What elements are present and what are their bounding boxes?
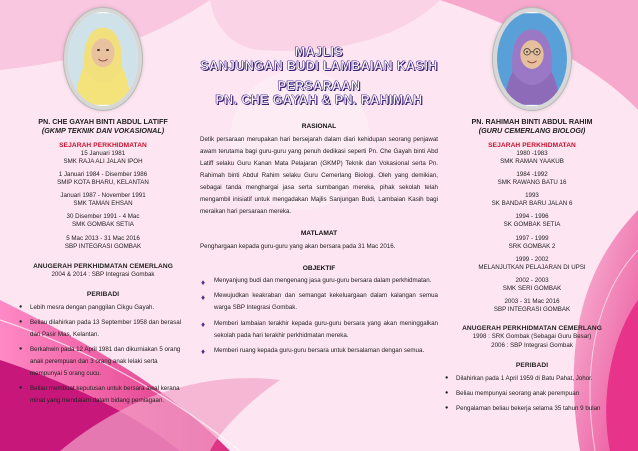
event-title-line2: SANJUNGAN BUDI LAMBAIAN KASIH: [200, 59, 438, 74]
service-entry: [444, 192, 620, 208]
right-service-list: [444, 150, 620, 314]
service-entry: [444, 171, 620, 187]
list-item: ● Dilahirkan pada 1 April 1959 di Batu Pahat, Johor.: [444, 373, 620, 385]
service-school: SK BANDAR BARU JALAN 6: [491, 200, 573, 208]
service-entry: [444, 298, 620, 314]
right-profile-panel: [444, 8, 620, 418]
service-period: 5 Mac 2013 - 31 Mac 2016: [66, 234, 140, 242]
middle-info-panel: [200, 45, 438, 360]
matlamat-paragraph: Penghargaan kepada guru-guru yang akan bersara pada 31 Mac 2016.: [200, 243, 396, 251]
objektif-list: [200, 275, 438, 357]
service-period: 1994 - 1996: [515, 213, 549, 221]
left-teacher-position: (GKMP TEKNIK DAN VOKASIONAL): [41, 126, 165, 135]
list-item: ● Beliau dilahirkan pada 13 September 1958 dan berasal dari Pasir Mas, Kelantan.: [18, 317, 188, 341]
left-profile-panel: [18, 8, 188, 410]
service-school: SMK RAWANG BATU 16: [497, 179, 567, 187]
service-entry: [444, 235, 620, 251]
service-school: MELANJUTKAN PELAJARAN DI UPSI: [478, 263, 586, 271]
service-period: 15 Januari 1981: [80, 150, 126, 157]
service-entry: [18, 213, 188, 229]
service-school: SK GOMBAK SETIA: [503, 221, 561, 229]
list-item: ♦ Memberi ruang kepada guru-guru bersara untuk bersalaman dengan semua.: [200, 345, 438, 357]
service-period: 2003 - 31 Mac 2016: [504, 297, 560, 305]
service-entry: [444, 213, 620, 229]
left-personal-heading: PERIBADI: [86, 290, 120, 298]
left-award-heading: ANUGERAH PERKHIDMATAN CEMERLANG: [33, 262, 173, 270]
service-school: SMK TAMAN EHSAN: [73, 200, 133, 208]
service-period: 30 Disember 1991 - 4 Mac: [66, 213, 140, 221]
service-school: SBP INTEGRASI GOMBAK: [64, 242, 142, 250]
person-glasses-hijab-icon: [497, 12, 567, 106]
service-period: 1993: [525, 192, 539, 200]
left-personal-list: [18, 302, 188, 408]
service-entry: [18, 192, 188, 208]
service-period: 1980 -1983: [516, 150, 548, 157]
right-service-heading: SEJARAH PERKHIDMATAN: [488, 142, 576, 149]
service-school: SMIP KOTA BHARU, KELANTAN: [57, 179, 149, 187]
service-entry: [18, 150, 188, 166]
service-school: SBP INTEGRASI GOMBAK: [493, 305, 571, 313]
person-hijab-icon: [68, 12, 138, 106]
list-item: ● Pengalaman beliau bekerja selama 35 tahun 9 bulan: [444, 403, 620, 415]
right-award-item: 2006 : SBP Integrasi Gombak: [491, 342, 573, 350]
service-entry: [444, 277, 620, 293]
right-portrait-photo: [493, 8, 571, 110]
list-item: ● Berkahwin pada 12 April 1981 dan dikurniakan 5 orang anak perempuan dan 3 orang anak lelaki serta mempunyai 5 orang cucu.: [18, 344, 188, 380]
service-entry: [444, 150, 620, 166]
left-service-list: [18, 150, 188, 251]
right-teacher-position: (GURU CEMERLANG BIOLOGI): [478, 126, 586, 135]
service-period: 1984 -1992: [516, 171, 548, 179]
left-service-heading: SEJARAH PERKHIDMATAN: [59, 142, 147, 149]
list-item: ● Beliau mempunyai seorang anak perempuan: [444, 388, 620, 400]
service-entry: [444, 256, 620, 272]
service-school: SMK SERI GOMBAK: [502, 284, 562, 292]
service-entry: [18, 171, 188, 187]
service-period: 1997 - 1999: [515, 234, 549, 242]
right-personal-heading: PERIBADI: [515, 362, 549, 370]
service-period: Januari 1987 - November 1991: [60, 192, 146, 200]
event-title-line3: PERSARAAN: [277, 78, 361, 93]
left-teacher-name: PN. CHE GAYAH BINTI ABDUL LATIFF: [38, 117, 168, 126]
left-award-item: 2004 & 2014 : SBP Integrasi Gombak: [51, 270, 155, 278]
right-award-heading: ANUGERAH PERKHIDMATAN CEMERLANG: [462, 325, 602, 332]
objektif-heading: OBJEKTIF: [302, 265, 336, 273]
service-school: SMK GOMBAK SETIA: [72, 221, 134, 229]
right-personal-list: [444, 373, 620, 415]
rasional-heading: RASIONAL: [301, 122, 337, 130]
service-school: SMK RAJA ALI JALAN IPOH: [63, 158, 143, 166]
list-item: ● Lebih mesra dengan panggilan Cikgu Gayah.: [18, 302, 188, 314]
service-period: 1 Januari 1984 - Disember 1986: [58, 171, 148, 179]
event-title-line4: PN. CHE GAYAH & PN. RAHIMAH: [215, 93, 423, 108]
list-item: ● Beliau membuat keputusan untuk bersara awal kerana minat yang mendalam dalam bidang perniagaan.: [18, 383, 188, 407]
right-award-item: 1998 : SRK Gombak (Sebagai Guru Besar): [472, 333, 592, 340]
list-item: ♦ Mewujudkan keakraban dan semangat kekeluargaan dalam kalangan semua warga SBP Integrasi Gombak.: [200, 290, 438, 314]
service-school: SMK RAMAN YAAKUB: [500, 158, 564, 166]
service-period: 2002 - 2003: [515, 276, 549, 284]
right-teacher-name: PN. RAHIMAH BINTI ABDUL RAHIM: [471, 117, 593, 126]
list-item: ♦ Memberi lambaian terakhir kepada guru-guru bersara yang akan meninggalkan sekolah pada hari terakhir perkhidmatan mereka.: [200, 318, 438, 342]
service-entry: [18, 235, 188, 251]
service-period: 1999 - 2002: [515, 255, 549, 263]
service-school: SRK GOMBAK 2: [508, 242, 556, 250]
left-portrait-photo: [64, 8, 142, 110]
rasional-paragraph: Detik persaraan merupakan hari bersejarah dalam diari kehidupan seorang penjawat awam terutama bagi guru-guru yang penuh dedikasi seperti Pn. Che Gayah binti Abd Latiff selaku Guru Kanan Mata Pelajaran (GKMP) Teknik dan Vokasional serta Pn. Rahimah binti Abdul Rahim selaku Guru Cemerlang Biologi. Oleh yang demikian, sebagai tanda menghargai jasa serta sumbangan mereka, pihak sekolah telah mengambil inisiatif untuk mengadakan Majlis Sanjungan Budi, Lambaian Kasih bagi meraikan hari persaraan mereka.: [200, 135, 438, 216]
event-title-line1: MAJLIS: [294, 45, 344, 59]
matlamat-heading: MATLAMAT: [300, 230, 338, 238]
list-item: ♦ Menyanjung budi dan mengenang jasa guru-guru bersara dalam perkhidmatan.: [200, 275, 438, 287]
